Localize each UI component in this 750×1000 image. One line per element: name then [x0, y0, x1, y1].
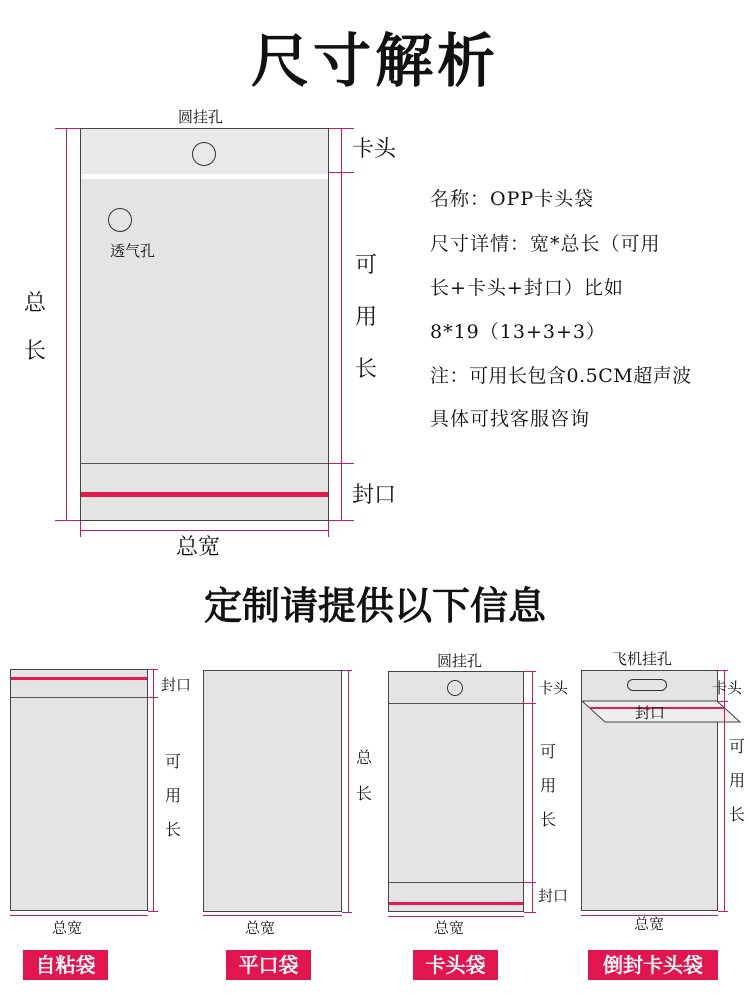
usable-length-label [727, 730, 747, 832]
vent-hole-label: 透气孔 [110, 242, 156, 260]
type-tag: 自粘袋 [23, 950, 108, 980]
hanging-hole-icon [447, 680, 463, 696]
hanging-hole-icon [192, 142, 216, 166]
dim-tick [524, 882, 536, 883]
round-hole-label: 圆挂孔 [178, 108, 224, 126]
type-tag: 平口袋 [226, 950, 311, 980]
hole-label: 飞机挂孔 [612, 650, 673, 668]
label-char: 长 [164, 820, 181, 839]
dimension-line [532, 671, 533, 912]
header-dim-label: 卡头 [352, 137, 397, 162]
dim-tick [342, 670, 352, 671]
width-line [203, 915, 342, 916]
label-char: 用 [539, 776, 556, 795]
header-label: 卡头 [538, 679, 569, 697]
label-char: 长 [728, 805, 745, 824]
adhesive-strip [11, 677, 147, 680]
header-line [389, 703, 523, 704]
type-tag: 卡头袋 [413, 950, 498, 980]
label-char: 长 [355, 784, 372, 803]
label-char: 可 [164, 752, 181, 771]
total-length-line [66, 128, 67, 520]
seal-label: 封口 [538, 887, 569, 905]
dim-tick [524, 703, 536, 704]
dim-tick [718, 670, 728, 671]
header-divider [81, 174, 328, 179]
usable-length-label [163, 745, 183, 847]
total-length-label [24, 280, 47, 376]
label-char: 可 [539, 742, 556, 761]
width-line [10, 915, 148, 916]
total-length-label [354, 740, 374, 812]
seal-line [389, 882, 523, 883]
dimension-line [724, 670, 725, 911]
dimension-line [348, 670, 349, 912]
right-dimension-line [341, 128, 342, 520]
seal-strip [389, 902, 523, 905]
width-label: 总宽 [245, 919, 276, 937]
type-tag: 倒封卡头袋 [588, 950, 718, 980]
vent-hole-icon [108, 208, 132, 232]
seal-line [81, 463, 328, 464]
dim-tick [718, 911, 728, 912]
label-char: 用 [355, 305, 378, 330]
section-title: 定制请提供以下信息 [203, 584, 546, 628]
seal-label: 封口 [635, 704, 666, 722]
dim-tick [328, 521, 329, 537]
dim-tick [80, 521, 81, 537]
dim-tick [342, 912, 352, 913]
label-char: 长 [24, 339, 47, 364]
header-label: 卡头 [712, 679, 743, 697]
label-char: 总 [355, 748, 372, 767]
info-line-5: 注：可用长包含0.5CM超声波 [430, 365, 692, 387]
label-char: 总 [24, 291, 47, 316]
usable-length-label [538, 735, 558, 837]
info-line-6: 具体可找客服咨询 [430, 408, 591, 430]
main-title: 尺寸解析 [250, 27, 499, 95]
bag-shape [10, 669, 148, 911]
dim-tick [524, 912, 536, 913]
hole-label: 圆挂孔 [437, 652, 483, 670]
dim-tick [55, 128, 80, 129]
seal-line [11, 697, 147, 698]
dim-tick [148, 669, 158, 670]
width-label: 总宽 [52, 919, 83, 937]
dim-tick [55, 520, 80, 521]
label-char: 可 [728, 737, 745, 756]
label-char: 长 [539, 810, 556, 829]
label-char: 可 [355, 253, 378, 278]
dimension-line [153, 669, 154, 911]
seal-dim-label: 封口 [352, 483, 397, 508]
info-line-4: 8*19（13+3+3） [430, 321, 606, 343]
usable-length-label [355, 240, 378, 396]
seal-strip [81, 492, 328, 497]
info-line-3: 长+卡头+封口）比如 [430, 277, 624, 299]
info-line-2: 尺寸详情：宽*总长（可用 [430, 233, 661, 255]
label-char: 用 [728, 771, 745, 790]
dim-tick [148, 911, 158, 912]
width-label: 总宽 [634, 915, 665, 933]
bag-shape [203, 670, 342, 912]
dim-tick [718, 701, 728, 702]
total-width-label: 总宽 [176, 535, 221, 560]
info-line-1: 名称：OPP卡头袋 [430, 188, 595, 210]
dim-tick [148, 697, 158, 698]
dim-tick [524, 671, 536, 672]
label-char: 长 [355, 357, 378, 382]
dim-tick [329, 520, 354, 521]
airplane-hole-icon [627, 679, 667, 691]
bag-shape [388, 671, 524, 912]
seal-label: 封口 [161, 676, 192, 694]
label-char: 用 [164, 786, 181, 805]
width-label: 总宽 [434, 919, 465, 937]
